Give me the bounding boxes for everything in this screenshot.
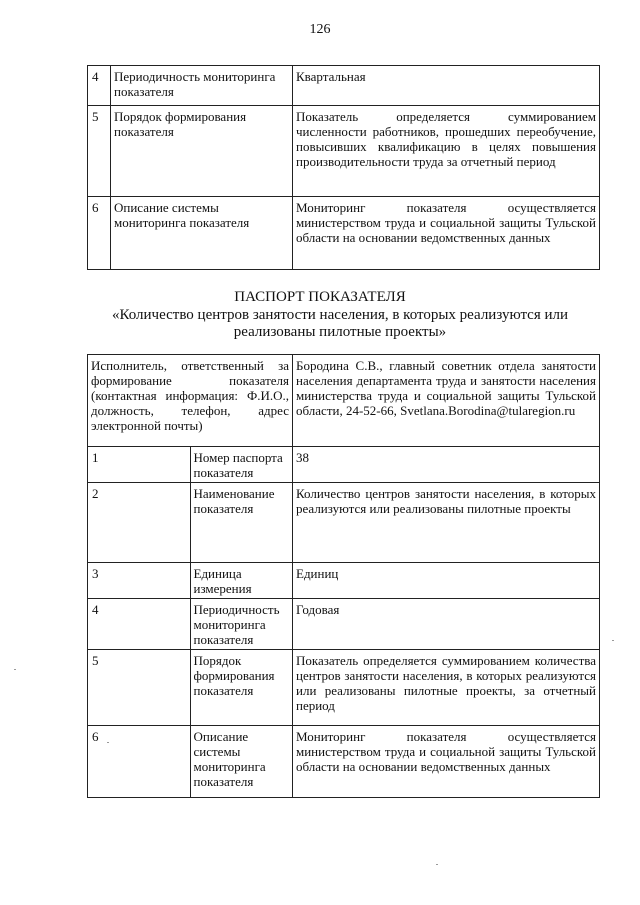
row-value: Годовая — [293, 599, 600, 650]
table-row — [88, 563, 600, 599]
row-label: Периодичность мониторинга показателя — [111, 66, 293, 106]
row-label: Периодичность мониторинга показателя — [190, 599, 293, 650]
table-row — [88, 726, 600, 798]
table-row — [88, 483, 600, 563]
row-value: Показатель определяется суммированием численности работников, прошедших переобучение, повысивших квалификацию в целях повышения производительности труда за отчетный период — [293, 106, 600, 197]
row-number: 6 — [88, 197, 111, 270]
executor-value: Бородина С.В., главный советник отдела занятости населения департамента труда и занятости населения министерства труда и социальной защиты Тульской области, 24-52-66, Svetlana.Borodina@tularegion.ru — [293, 355, 600, 447]
table-row — [88, 650, 600, 726]
scan-speck — [14, 669, 16, 670]
executor-label: Исполнитель, ответственный за формирование показателя (контактная информация: Ф.И.О., должность, телефон, адрес электронной почты) — [88, 355, 293, 447]
table-row — [88, 599, 600, 650]
indicator-table-continued — [87, 65, 600, 270]
scan-speck — [612, 640, 614, 641]
row-value: 38 — [293, 447, 600, 483]
row-label: Номер паспорта показателя — [190, 447, 293, 483]
row-number: 1 — [88, 447, 191, 483]
row-number: 4 — [88, 599, 191, 650]
row-number: 3 — [88, 563, 191, 599]
row-value: Количество центров занятости населения, в которых реализуются или реализованы пилотные проекты — [293, 483, 600, 563]
passport-subtitle: «Количество центров занятости населения, в которых реализуются или реализованы пилотные проекты» — [111, 307, 569, 340]
row-value: Квартальная — [293, 66, 600, 106]
row-value: Мониторинг показателя осуществляется министерством труда и социальной защиты Тульской области на основании ведомственных данных — [293, 197, 600, 270]
row-label: Единица измерения — [190, 563, 293, 599]
row-value: Показатель определяется суммированием количества центров занятости населения, в которых реализуются или реализованы пилотные проекты, за отчетный период — [293, 650, 600, 726]
page-number: 126 — [309, 22, 331, 37]
row-value: Единиц — [293, 563, 600, 599]
row-number: 2 — [88, 483, 191, 563]
table-row — [88, 197, 600, 270]
table-row — [88, 106, 600, 197]
table-row-header — [88, 355, 600, 447]
row-label: Порядок формирования показателя — [190, 650, 293, 726]
row-number: 5 — [88, 106, 111, 197]
row-number: 6 — [88, 726, 191, 798]
passport-title: ПАСПОРТ ПОКАЗАТЕЛЯ — [234, 289, 406, 305]
scan-speck — [436, 864, 438, 865]
table-row — [88, 66, 600, 106]
row-label: Порядок формирования показателя — [111, 106, 293, 197]
scan-speck — [107, 742, 109, 743]
row-number: 5 — [88, 650, 191, 726]
indicator-passport-table — [87, 354, 600, 798]
row-label: Описание системы мониторинга показателя — [190, 726, 293, 798]
row-number: 4 — [88, 66, 111, 106]
row-label: Описание системы мониторинга показателя — [111, 197, 293, 270]
table-row — [88, 447, 600, 483]
row-label: Наименование показателя — [190, 483, 293, 563]
row-value: Мониторинг показателя осуществляется министерством труда и социальной защиты Тульской области на основании ведомственных данных — [293, 726, 600, 798]
